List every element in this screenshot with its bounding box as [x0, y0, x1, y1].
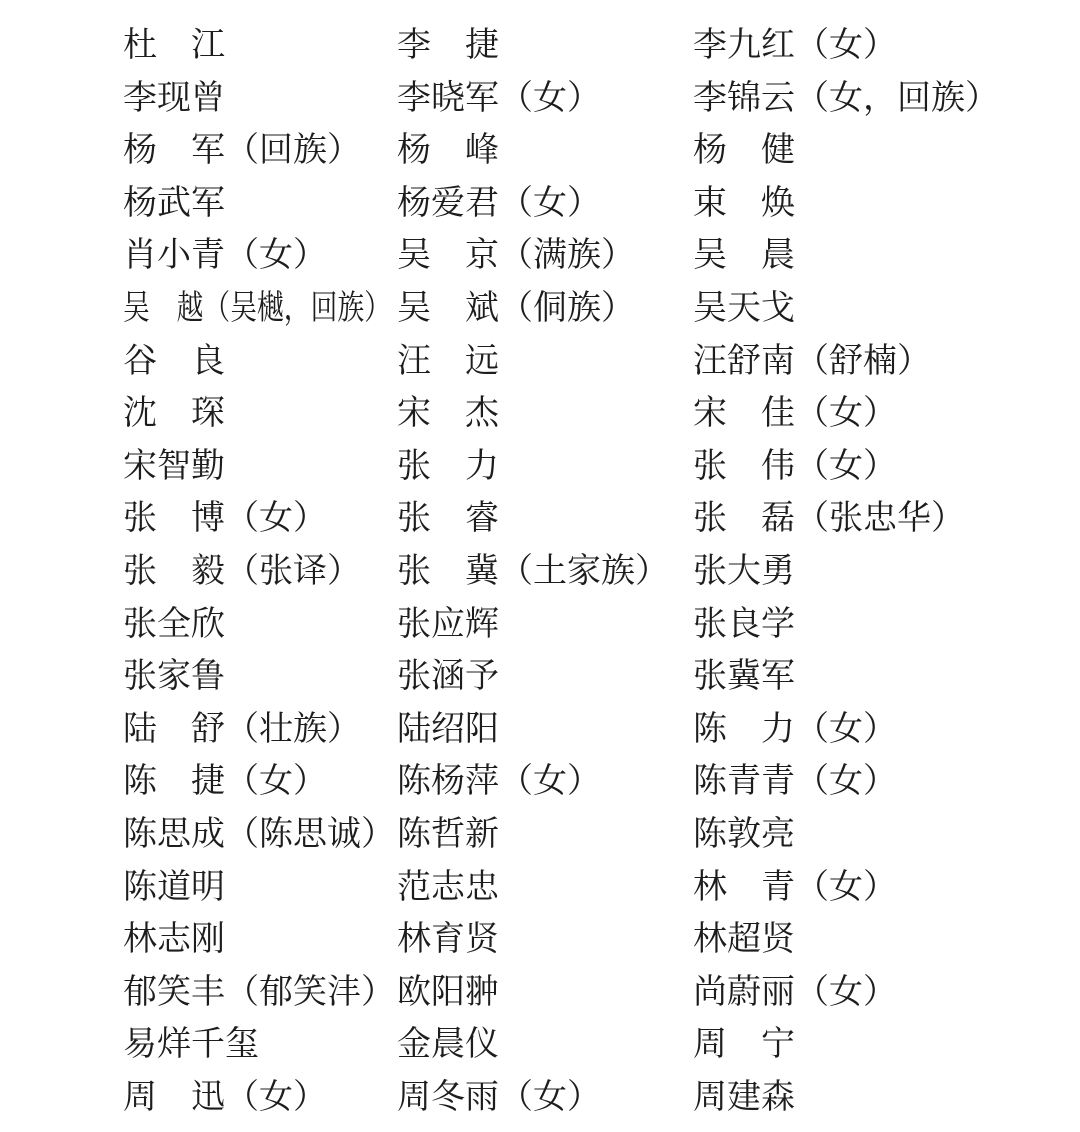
list-item	[123, 230, 1063, 283]
list-item	[123, 862, 1063, 915]
name-cell: 郁笑丰（郁笑沣）	[123, 973, 395, 1011]
list-item	[123, 546, 1063, 599]
list-item	[123, 914, 1063, 967]
name-cell: 杨 健	[693, 132, 795, 170]
name-cell: 陆 舒（壮族）	[123, 710, 361, 748]
name-cell: 李九红（女）	[693, 27, 897, 64]
name-cell: 吴 晨	[693, 237, 795, 275]
list-item	[123, 336, 1063, 389]
name-cell: 宋 杰	[397, 395, 499, 433]
name-cell: 吴 斌（侗族）	[397, 289, 635, 327]
name-cell: 林 青（女）	[693, 868, 897, 906]
name-cell: 陈道明	[123, 868, 225, 906]
list-item	[123, 125, 1063, 178]
list-item	[123, 20, 1063, 73]
name-cell: 张涵予	[397, 658, 499, 696]
list-item	[123, 1019, 1063, 1072]
name-cell: 张 冀（土家族）	[397, 552, 669, 590]
name-cell: 陈 捷（女）	[123, 763, 327, 801]
name-cell: 金晨仪	[397, 1026, 499, 1064]
name-cell: 易烊千玺	[123, 1026, 259, 1064]
list-item	[123, 704, 1063, 757]
name-cell: 周冬雨（女）	[397, 1078, 601, 1116]
name-cell: 张 伟（女）	[693, 447, 897, 485]
name-cell: 李现曾	[123, 79, 225, 117]
name-cell: 陈哲新	[397, 815, 499, 853]
name-cell: 欧阳翀	[397, 973, 499, 1011]
name-cell: 张家鲁	[123, 658, 225, 696]
name-cell: 汪舒南（舒楠）	[693, 342, 931, 380]
name-cell: 陆绍阳	[397, 710, 499, 748]
list-item	[123, 493, 1063, 546]
name-cell: 杨 军（回族）	[123, 132, 361, 170]
name-cell: 林志刚	[123, 921, 225, 959]
list-item	[123, 599, 1063, 652]
name-cell: 沈 琛	[123, 395, 225, 433]
name-cell: 尚蔚丽（女）	[693, 973, 897, 1011]
name-cell: 张应辉	[397, 605, 499, 643]
list-item	[123, 178, 1063, 231]
name-cell: 汪 远	[397, 342, 499, 380]
name-cell: 杜 江	[123, 27, 225, 64]
name-cell: 杨 峰	[397, 132, 499, 170]
name-cell: 张 毅（张译）	[123, 552, 361, 590]
list-item	[123, 283, 1063, 336]
name-cell: 林超贤	[693, 921, 795, 959]
list-item	[123, 388, 1063, 441]
name-cell: 周 宁	[693, 1026, 795, 1064]
name-cell: 吴 越（吴樾，回族）	[123, 289, 391, 327]
name-cell: 李晓军（女）	[397, 79, 601, 117]
name-cell: 范志忠	[397, 868, 499, 906]
list-item	[123, 651, 1063, 704]
list-item	[123, 809, 1063, 862]
name-cell: 肖小青（女）	[123, 237, 327, 275]
name-cell: 张全欣	[123, 605, 225, 643]
name-cell: 张 力	[397, 447, 499, 485]
name-cell: 张 磊（张忠华）	[693, 500, 965, 538]
name-cell: 杨武军	[123, 184, 225, 222]
name-cell: 陈杨萍（女）	[397, 763, 601, 801]
name-cell: 宋智勤	[123, 447, 225, 485]
list-item	[123, 1072, 1063, 1125]
name-cell: 张 睿	[397, 500, 499, 538]
name-cell: 吴 京（满族）	[397, 237, 635, 275]
name-cell: 陈 力（女）	[693, 710, 897, 748]
name-cell: 陈青青（女）	[693, 763, 897, 801]
name-cell: 杨爱君（女）	[397, 184, 601, 222]
name-list	[123, 20, 1063, 1124]
list-item	[123, 73, 1063, 126]
name-cell: 宋 佳（女）	[693, 395, 897, 433]
list-item	[123, 441, 1063, 494]
name-cell: 陈思成（陈思诚）	[123, 815, 395, 853]
list-item	[123, 756, 1063, 809]
name-cell: 张 博（女）	[123, 500, 327, 538]
name-cell: 张冀军	[693, 658, 795, 696]
name-cell: 周建森	[693, 1078, 795, 1116]
list-item	[123, 967, 1063, 1020]
name-cell: 林育贤	[397, 921, 499, 959]
name-cell: 李 捷	[397, 27, 499, 64]
name-cell: 陈敦亮	[693, 815, 795, 853]
name-cell: 周 迅（女）	[123, 1078, 327, 1116]
name-cell: 李锦云（女，回族）	[693, 79, 999, 117]
name-cell: 束 焕	[693, 184, 795, 222]
name-cell: 吴天戈	[693, 289, 795, 327]
name-cell: 张良学	[693, 605, 795, 643]
name-cell: 谷 良	[123, 342, 225, 380]
name-cell: 张大勇	[693, 552, 795, 590]
